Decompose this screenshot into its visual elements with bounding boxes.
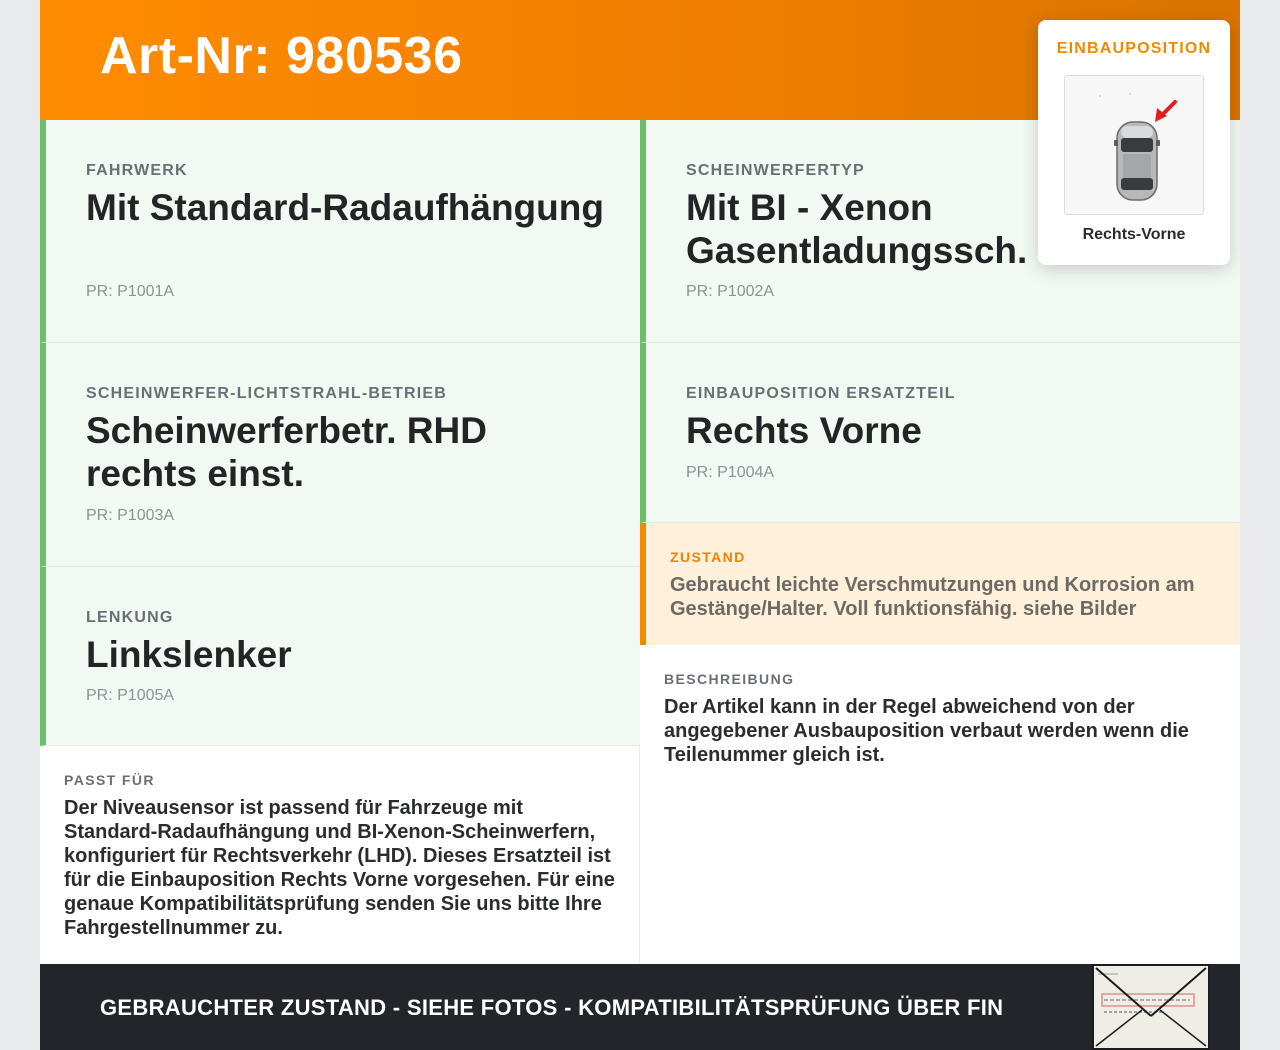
spec-value: Rechts Vorne: [686, 410, 922, 451]
spec-pr-code: PR: P1003A: [86, 507, 175, 524]
spec-cell-fahrwerk: [40, 120, 640, 343]
footer-notice: GEBRAUCHTER ZUSTAND - SIEHE FOTOS - KOMPATIBILITÄTSPRÜFUNG ÜBER FIN: [100, 995, 1004, 1020]
position-card-title: EINBAUPOSITION: [1056, 40, 1212, 57]
spec-value: Linkslenker: [86, 634, 292, 675]
fits-text: Der Niveausensor ist passend für Fahrzeuge mit Standard-Radaufhängung und BI-Xenon-Scheinwerfern, konfiguriert für Rechtsverkehr (LHD). Dieses Ersatzteil ist für die Einbauposition Rechts Vorne vorgesehen. Für eine genaue Kompatibilitätsprüfung senden Sie uns bitte Ihre Fahrgestellnummer zu.: [64, 797, 615, 939]
spec-pr-code: PR: P1004A: [686, 464, 775, 481]
spec-label: FAHRWERK: [86, 162, 188, 179]
description-text: Der Artikel kann in der Regel abweichend von der angegebener Ausbauposition verbaut werden wenn die Teilenummer gleich ist.: [664, 696, 1189, 766]
spec-label: SCHEINWERFERTYP: [686, 162, 865, 179]
footer-bar: [40, 964, 1240, 1050]
spec-value: Mit Standard-Radaufhängung: [86, 187, 604, 228]
spec-value: Mit BI - Xenon Gasentladungssch.: [686, 187, 1028, 271]
spec-label: SCHEINWERFER-LICHTSTRAHL-BETRIEB: [86, 385, 448, 402]
spec-label: LENKUNG: [86, 609, 174, 626]
product-sheet: [40, 0, 1240, 1050]
spec-label: EINBAUPOSITION ERSATZTEIL: [686, 385, 956, 402]
spec-value: Scheinwerferbetr. RHD rechts einst.: [86, 410, 487, 494]
position-card-label: Rechts-Vorne: [1082, 226, 1186, 243]
installation-position-card: [1038, 20, 1230, 265]
spec-cell-lenkung: [40, 567, 640, 746]
spec-pr-code: PR: P1005A: [86, 687, 175, 704]
description-label: BESCHREIBUNG: [664, 671, 795, 687]
vehicle-document-icon: [1094, 966, 1208, 1048]
condition-label: ZUSTAND: [670, 549, 746, 565]
column-divider: [639, 746, 640, 964]
spec-pr-code: PR: P1001A: [86, 283, 175, 300]
vehicle-document-thumbnail[interactable]: [1092, 964, 1210, 1050]
spec-cell-einbauposition: [640, 343, 1240, 523]
article-number-title: Art-Nr: 980536: [100, 27, 463, 85]
condition-box: [640, 523, 1240, 645]
condition-text: Gebraucht leichte Verschmutzungen und Korrosion am Gestänge/Halter. Voll funktionsfähig. siehe Bilder: [670, 574, 1195, 620]
position-arrow-icon: [1065, 76, 1203, 214]
position-diagram[interactable]: [1064, 75, 1204, 215]
fits-label: PASST FÜR: [64, 772, 155, 788]
spec-cell-lichtstrahl-betrieb: [40, 343, 640, 567]
spec-pr-code: PR: P1002A: [686, 283, 775, 300]
